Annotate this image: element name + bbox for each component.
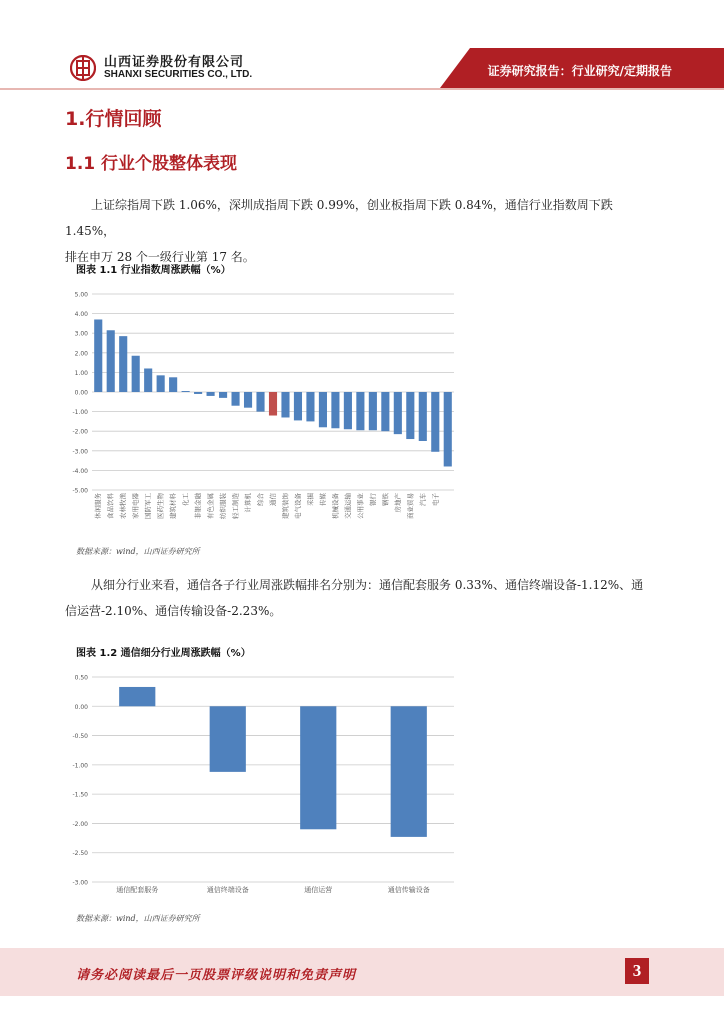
bar [300,706,336,829]
bar [394,392,402,434]
company-name-cn: 山西证券股份有限公司 [104,55,245,70]
y-tick-label: 3.00 [74,330,88,338]
paragraph-market-summary [65,192,665,270]
section-title: 1.行情回顾 [65,108,162,130]
bar [281,392,289,417]
bar [210,706,246,772]
x-tick-label: 国防军工 [144,493,153,519]
y-tick-label: -4.00 [72,467,88,475]
bar [194,392,202,394]
y-tick-label: 0.00 [74,703,88,711]
y-tick-label: 0.00 [74,389,88,397]
figure1-title: 图表 1.1 行业指数周涨跌幅（%） [76,265,231,276]
x-tick-label: 钢铁 [381,493,390,506]
x-tick-label: 汽车 [418,493,427,506]
x-tick-label: 有色金属 [206,493,215,519]
figure1-source: 数据来源：wind，山西证券研究所 [76,547,200,556]
bar [169,377,177,392]
y-tick-label: 1.00 [74,369,88,377]
bar [157,375,165,392]
bar [107,330,115,392]
bar [344,392,352,429]
paragraph-subindustry-summary [65,572,665,624]
bar [119,687,155,706]
x-tick-label: 采掘 [306,493,315,506]
x-tick-label: 非银金融 [194,493,203,519]
x-tick-label: 休闲服务 [94,493,103,519]
x-tick-label: 电气设备 [293,493,302,519]
x-tick-label: 轻工制造 [231,493,240,519]
bar [431,392,439,452]
bar [391,706,427,837]
x-tick-label: 通信 [269,493,277,506]
bar [306,392,314,421]
x-tick-label: 传媒 [318,493,327,506]
y-tick-label: -1.50 [72,791,88,799]
x-tick-label: 食品饮料 [106,493,115,519]
report-type-label: 证券研究报告：行业研究/定期报告 [487,64,672,78]
bar [144,368,152,392]
bar [444,392,452,466]
bar [231,392,239,406]
figure2-source: 数据来源：wind，山西证券研究所 [76,914,200,923]
paragraph-line: 上证综指周下跌 1.06%，深圳成指周下跌 0.99%，创业板指周下跌 0.84%，通信行业指数周下跌 1.45%， [65,198,613,238]
bar [294,392,302,420]
x-tick-label: 计算机 [244,493,253,513]
y-tick-label: -2.00 [72,428,88,436]
figure2-title: 图表 1.2 通信细分行业周涨跌幅（%） [76,648,251,659]
x-tick-label: 建筑材料 [169,493,178,519]
bar [182,391,190,392]
x-tick-label: 电子 [431,493,440,506]
y-tick-label: -1.00 [72,762,88,770]
bar [319,392,327,427]
x-tick-label: 房地产 [393,493,402,513]
paragraph-line: 排在申万 28 个一级行业第 17 名。 [65,250,255,264]
header-divider [0,88,724,90]
bar [94,319,102,392]
bar [256,392,264,412]
x-tick-label: 通信配套服务 [116,886,159,894]
paragraph-line: 从细分行业来看，通信各子行业周涨跌幅排名分别为：通信配套服务 0.33%、通信终端设备-1.12%、通 [91,578,644,592]
x-tick-label: 通信传输设备 [387,886,430,894]
x-tick-label: 医药生物 [156,493,165,519]
bar [244,392,252,408]
telecom-subindustry-change-chart [62,668,462,900]
y-tick-label: -3.00 [72,879,88,887]
bar [369,392,377,430]
company-name-en: SHANXI SECURITIES CO., LTD. [104,69,253,80]
y-tick-label: 4.00 [74,311,88,319]
footer-disclaimer: 请务必阅读最后一页股票评级说明和免责声明 [76,968,357,983]
bar [132,356,140,392]
x-tick-label: 纺织服装 [219,493,228,519]
bar [119,336,127,392]
y-tick-label: 5.00 [74,291,88,299]
x-tick-label: 建筑装饰 [281,493,290,519]
x-tick-label: 通信终端设备 [206,886,249,894]
industry-weekly-change-chart [62,285,462,535]
x-tick-label: 家用电器 [131,493,140,519]
y-tick-label: -5.00 [72,487,88,495]
x-tick-label: 交通运输 [343,493,352,519]
x-tick-label: 综合 [256,493,265,506]
bar [207,392,215,396]
x-tick-label: 机械设备 [331,493,340,519]
bar [356,392,364,430]
x-tick-label: 商业贸易 [406,493,415,519]
bar [331,392,339,428]
bar [219,392,227,398]
paragraph-line: 信运营-2.10%、通信传输设备-2.23%。 [65,604,282,618]
y-tick-label: -3.00 [72,448,88,456]
y-tick-label: -0.50 [72,733,88,741]
y-tick-label: -1.00 [72,409,88,417]
x-tick-label: 银行 [368,493,377,506]
subsection-title: 1.1 行业个股整体表现 [65,154,238,174]
bar [419,392,427,441]
y-tick-label: 2.00 [74,350,88,358]
x-tick-label: 公用事业 [356,493,365,519]
page-number: 3 [625,958,649,984]
company-logo-icon [70,55,96,81]
bar [269,392,277,416]
y-tick-label: -2.50 [72,850,88,858]
y-tick-label: 0.50 [74,674,88,682]
x-tick-label: 通信运营 [304,886,333,894]
bar [381,392,389,431]
bar [406,392,414,439]
x-tick-label: 农林牧渔 [119,493,128,519]
x-tick-label: 化工 [181,493,190,506]
y-tick-label: -2.00 [72,820,88,828]
